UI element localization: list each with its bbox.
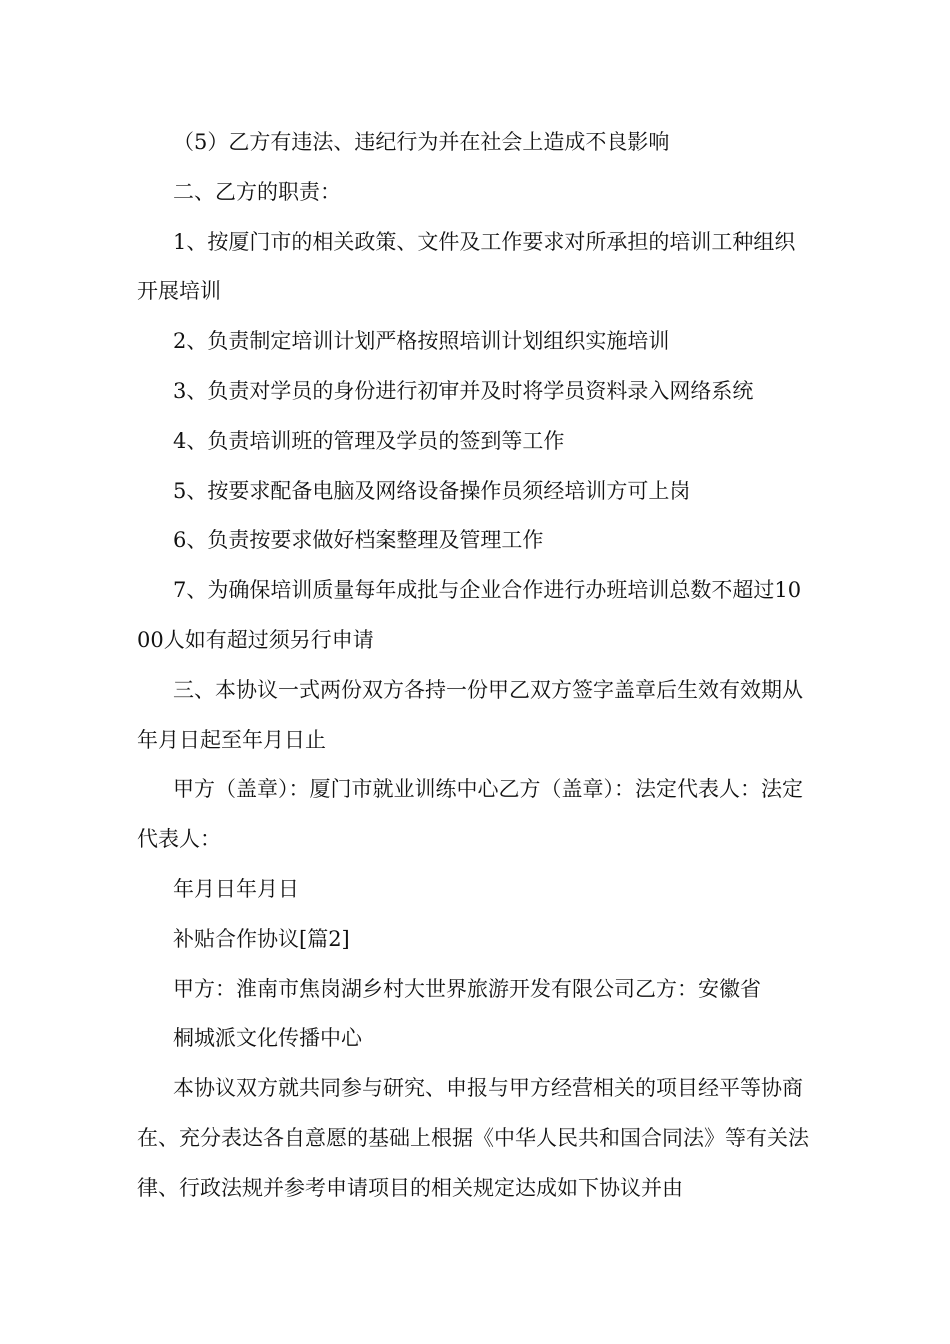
- paragraph-section-three: 三、本协议一式两份双方各持一份甲乙双方签字盖章后生效有效期从年月日起至年月日止: [137, 677, 803, 752]
- document-body: [137, 118, 813, 1214]
- paragraph-parties: 甲方：淮南市焦岗湖乡村大世界旅游开发有限公司乙方：安徽省: [173, 976, 761, 1001]
- paragraph-violation-clause: （5）乙方有违法、违纪行为并在社会上造成不良影响: [173, 130, 670, 154]
- paragraph-party-b-name: 桐城派文化传播中心: [173, 1026, 362, 1051]
- paragraph-duty-3: 3、负责对学员的身份进行初审并及时将学员资料录入网络系统: [173, 378, 754, 403]
- paragraph-duty-2: 2、负责制定培训计划严格按照培训计划组织实施培训: [173, 329, 670, 354]
- paragraph-duty-7: 7、为确保培训质量每年成批与企业合作进行办班培训总数不超过1000人如有超过须另行申请: [137, 578, 802, 652]
- paragraph-duty-6: 6、负责按要求做好档案整理及管理工作: [173, 528, 544, 553]
- paragraph-agreement-intro: 本协议双方就共同参与研究、申报与甲方经营相关的项目经平等协商在、充分表达各自意愿的基础上根据《中华人民共和国合同法》等有关法律、行政法规并参考申请项目的相关规定达成如下协议并由: [137, 1076, 809, 1200]
- paragraph-section-two-heading: 二、乙方的职责：: [173, 179, 341, 204]
- paragraph-duty-1: 1、按厦门市的相关政策、文件及工作要求对所承担的培训工种组织开展培训: [137, 229, 796, 304]
- paragraph-duty-4: 4、负责培训班的管理及学员的签到等工作: [173, 428, 565, 453]
- paragraph-agreement-title: 补贴合作协议[篇2]: [173, 926, 350, 951]
- paragraph-dates: 年月日年月日: [173, 876, 299, 901]
- paragraph-duty-5: 5、按要求配备电脑及网络设备操作员须经培训方可上岗: [173, 478, 691, 503]
- paragraph-signatures: 甲方（盖章）：厦门市就业训练中心乙方（盖章）：法定代表人：法定代表人：: [137, 777, 803, 852]
